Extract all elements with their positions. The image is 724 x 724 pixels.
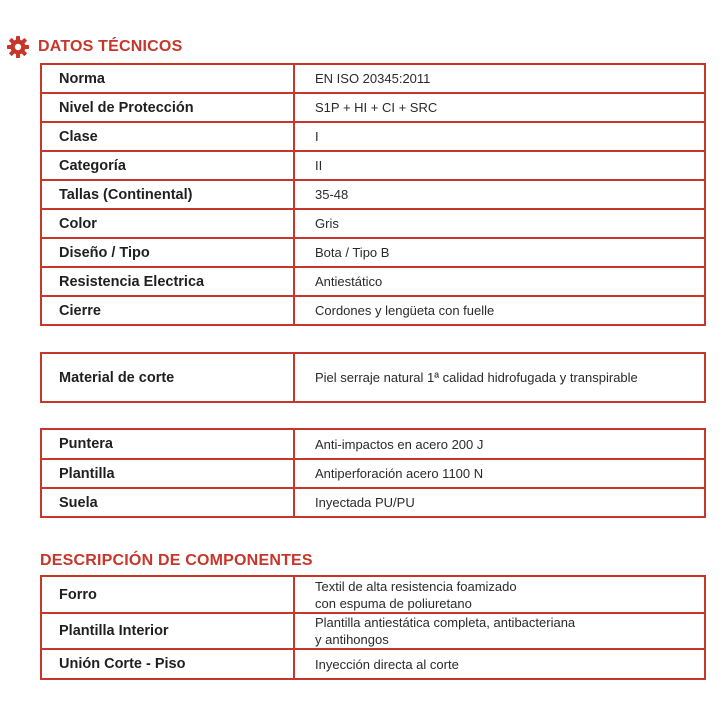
value-line: y antihongos bbox=[315, 632, 389, 647]
value-line: Inyección directa al corte bbox=[315, 656, 459, 672]
table-row bbox=[41, 93, 705, 122]
row-label-diseno-tipo: Diseño / Tipo bbox=[41, 238, 294, 267]
datos-tecnicos-table-3 bbox=[40, 428, 706, 518]
row-value-suela: Inyectada PU/PU bbox=[294, 488, 705, 517]
row-value-plantilla: Antiperforación acero 1100 N bbox=[294, 459, 705, 488]
row-value-nivel-proteccion: S1P + HI + CI + SRC bbox=[294, 93, 705, 122]
table-row bbox=[41, 267, 705, 296]
value-line: Plantilla antiestática completa, antibacteriana bbox=[315, 615, 576, 630]
row-label-plantilla-interior: Plantilla Interior bbox=[41, 613, 294, 649]
row-value-color: Gris bbox=[294, 209, 705, 238]
row-label-material-corte: Material de corte bbox=[41, 353, 294, 402]
section-title-text: DATOS TÉCNICOS bbox=[38, 38, 183, 55]
row-value-norma: EN ISO 20345:2011 bbox=[294, 64, 705, 93]
row-value-cierre: Cordones y lengüeta con fuelle bbox=[294, 296, 705, 325]
row-label-tallas: Tallas (Continental) bbox=[41, 180, 294, 209]
row-label-union-corte-piso: Unión Corte - Piso bbox=[41, 649, 294, 679]
table-row bbox=[41, 180, 705, 209]
row-value-puntera: Anti-impactos en acero 200 J bbox=[294, 429, 705, 459]
row-label-puntera: Puntera bbox=[41, 429, 294, 459]
table-row bbox=[41, 296, 705, 325]
table-row bbox=[41, 151, 705, 180]
table-row bbox=[41, 488, 705, 517]
row-label-cierre: Cierre bbox=[41, 296, 294, 325]
table-row bbox=[41, 459, 705, 488]
row-label-clase: Clase bbox=[41, 122, 294, 151]
table-row bbox=[41, 576, 705, 613]
value-line: Textil de alta resistencia foamizado bbox=[315, 578, 517, 594]
row-value-tallas: 35-48 bbox=[294, 180, 705, 209]
table-row bbox=[41, 238, 705, 267]
row-value-material-corte: Piel serraje natural 1ª calidad hidrofugada y transpirable bbox=[294, 353, 705, 402]
section-title-text: DESCRIPCIÓN DE COMPONENTES bbox=[40, 552, 313, 569]
value-line: con espuma de poliuretano bbox=[315, 595, 472, 611]
datos-tecnicos-table-1 bbox=[40, 63, 706, 326]
row-value-resistencia-electrica: Antiestático bbox=[294, 267, 705, 296]
row-label-forro: Forro bbox=[41, 576, 294, 613]
table-row bbox=[41, 64, 705, 93]
row-value-clase: I bbox=[294, 122, 705, 151]
componentes-table bbox=[40, 575, 706, 680]
section-title-datos-tecnicos bbox=[6, 35, 182, 59]
table-row bbox=[41, 209, 705, 238]
table-row bbox=[41, 122, 705, 151]
row-label-suela: Suela bbox=[41, 488, 294, 517]
gear-icon bbox=[6, 35, 30, 59]
row-value-union-corte-piso bbox=[294, 649, 705, 679]
row-label-norma: Norma bbox=[41, 64, 294, 93]
row-label-nivel-proteccion: Nivel de Protección bbox=[41, 93, 294, 122]
section-title-componentes bbox=[40, 552, 313, 570]
row-label-resistencia-electrica: Resistencia Electrica bbox=[41, 267, 294, 296]
table-row bbox=[41, 429, 705, 459]
datos-tecnicos-table-2 bbox=[40, 352, 706, 403]
table-row bbox=[41, 649, 705, 679]
row-label-categoria: Categoría bbox=[41, 151, 294, 180]
row-value-plantilla-interior bbox=[294, 613, 705, 649]
row-label-plantilla: Plantilla bbox=[41, 459, 294, 488]
row-value-diseno-tipo: Bota / Tipo B bbox=[294, 238, 705, 267]
table-row bbox=[41, 353, 705, 402]
row-value-categoria: II bbox=[294, 151, 705, 180]
row-value-forro bbox=[294, 576, 705, 613]
row-label-color: Color bbox=[41, 209, 294, 238]
table-row bbox=[41, 613, 705, 649]
